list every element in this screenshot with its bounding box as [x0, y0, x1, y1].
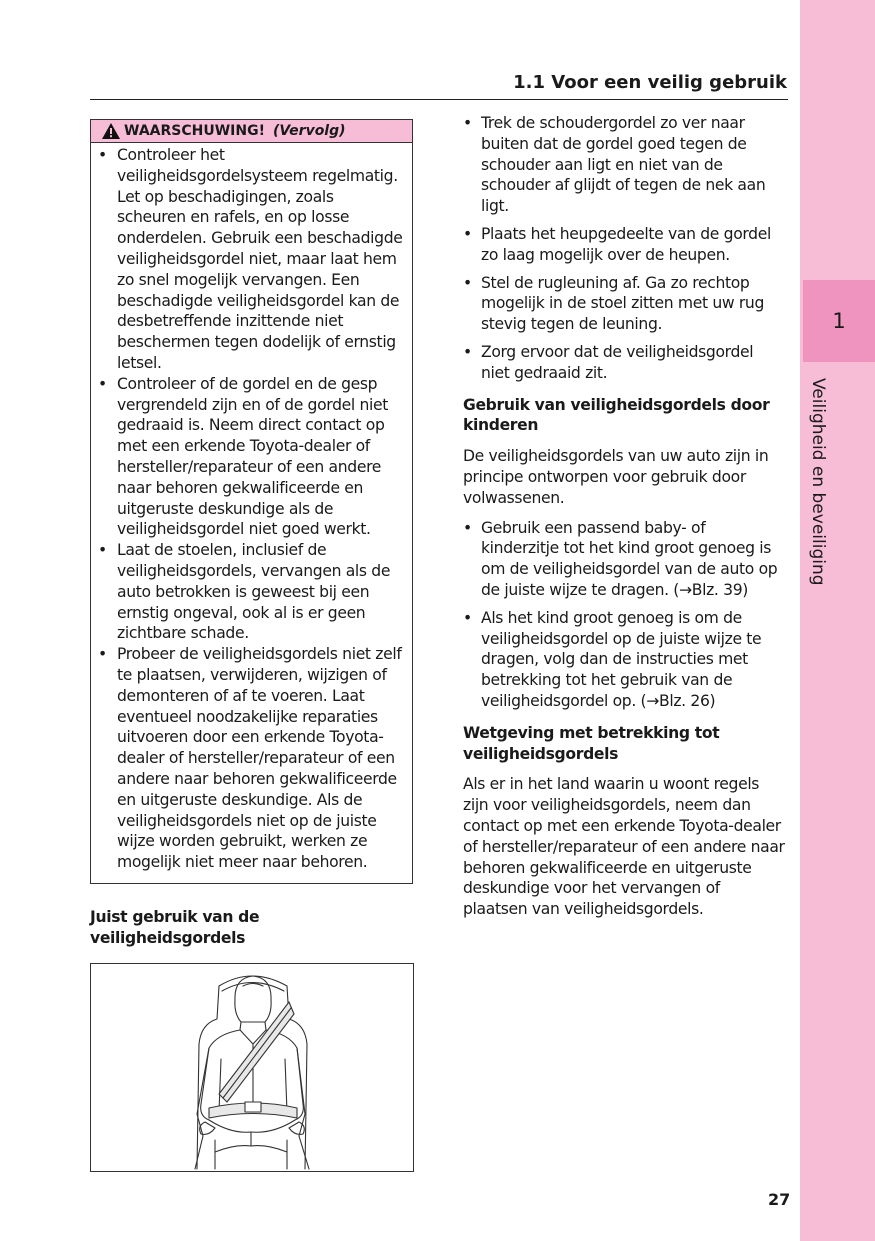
warning-icon [101, 122, 121, 140]
left-column [90, 119, 415, 948]
children-bullets [463, 518, 785, 712]
warning-label: WAARSCHUWING! [124, 123, 265, 139]
warning-item: • Laat de stoelen, inclusief de veiligheidsgordels, vervangen als de auto betrokken is geweest bij een ernstig ongeval, ook al is er geen zichtbare schade. [96, 540, 404, 644]
usage-item: • Trek de schoudergordel zo ver naar buiten dat de gordel goed tegen de schouder aan ligt en niet van de schouder af glijdt of tegen de nek aan ligt. [463, 113, 785, 217]
usage-item: • Plaats het heupgedeelte van de gordel zo laag mogelijk over de heupen. [463, 224, 785, 266]
section-heading-correct-use: Juist gebruik van de veiligheidsgordels [90, 907, 260, 947]
warning-continued: (Vervolg) [272, 123, 346, 139]
page-header-title: 1.1 Voor een veilig gebruik [513, 72, 787, 93]
warning-header [91, 120, 412, 143]
page-number: 27 [768, 1190, 791, 1209]
children-item: • Als het kind groot genoeg is om de veiligheidsgordel op de juiste wijze te dragen, volg dan de instructies met betrekking tot het gebruik van de veiligheidsgordel op. (→Blz. 26) [463, 608, 785, 712]
seated-person-with-seatbelt-figure [91, 964, 413, 1171]
usage-item: • Zorg ervoor dat de veiligheidsgordel niet gedraaid zit. [463, 342, 785, 384]
warning-item: • Probeer de veiligheidsgordels niet zelf te plaatsen, verwijderen, wijzigen of demonteren of af te voeren. Laat eventueel noodzakelijke reparaties uitvoeren door een erkende Toyota-dealer of hersteller/reparateur of een andere naar behoren gekwalificeerde en uitgeruste deskundige. Als de veiligheidsgordels niet op de juiste wijze worden gebruikt, werken ze mogelijk niet meer naar behoren. [96, 644, 404, 873]
seatbelt-illustration [90, 963, 414, 1172]
warning-item: • Controleer het veiligheidsgordelsysteem regelmatig. Let op beschadigingen, zoals scheuren en rafels, en op losse onderdelen. Gebruik een beschadigde veiligheidsgordel niet, maar laat hem zo snel mogelijk vervangen. Een beschadigde veiligheidsgordel kan de desbetreffende inzittende niet beschermen tegen dodelijk of ernstig letsel. [96, 145, 404, 374]
children-heading: Gebruik van veiligheidsgordels door kinderen [463, 395, 770, 435]
warning-box [90, 119, 413, 884]
warning-item: • Controleer of de gordel en de gesp vergrendeld zijn en of de gordel niet gedraaid is. Neem direct contact op met een erkende Toyota-dealer of hersteller/reparateur of een andere naar behoren gekwalificeerde en uitgeruste deskundige als de veiligheidsgordel niet goed werkt. [96, 374, 404, 540]
children-paragraph: De veiligheidsgordels van uw auto zijn in principe ontworpen voor gebruik door volwassenen. [463, 447, 769, 507]
usage-bullets [463, 113, 785, 384]
sidebar-strip [800, 0, 875, 1241]
chapter-tab: 1 [803, 280, 875, 362]
right-column [463, 113, 785, 920]
header-rule [90, 99, 788, 100]
chapter-label: Veiligheid en beveiliging [808, 378, 828, 586]
usage-item: • Stel de rugleuning af. Ga zo rechtop mogelijk in de stoel zitten met uw rug stevig tegen de leuning. [463, 273, 785, 335]
children-item: • Gebruik een passend baby- of kinderzitje tot het kind groot genoeg is om de veiligheidsgordel van de auto op de juiste wijze te dragen. (→Blz. 39) [463, 518, 785, 601]
law-paragraph: Als er in het land waarin u woont regels zijn voor veiligheidsgordels, neem dan contact op met een erkende Toyota-dealer of hersteller/reparateur of een andere naar behoren gekwalificeerde en uitgeruste deskundige voor het vervangen of plaatsen van veiligheidsgordels. [463, 775, 785, 919]
law-heading: Wetgeving met betrekking tot veiligheidsgordels [463, 723, 720, 763]
warning-list [91, 143, 412, 883]
